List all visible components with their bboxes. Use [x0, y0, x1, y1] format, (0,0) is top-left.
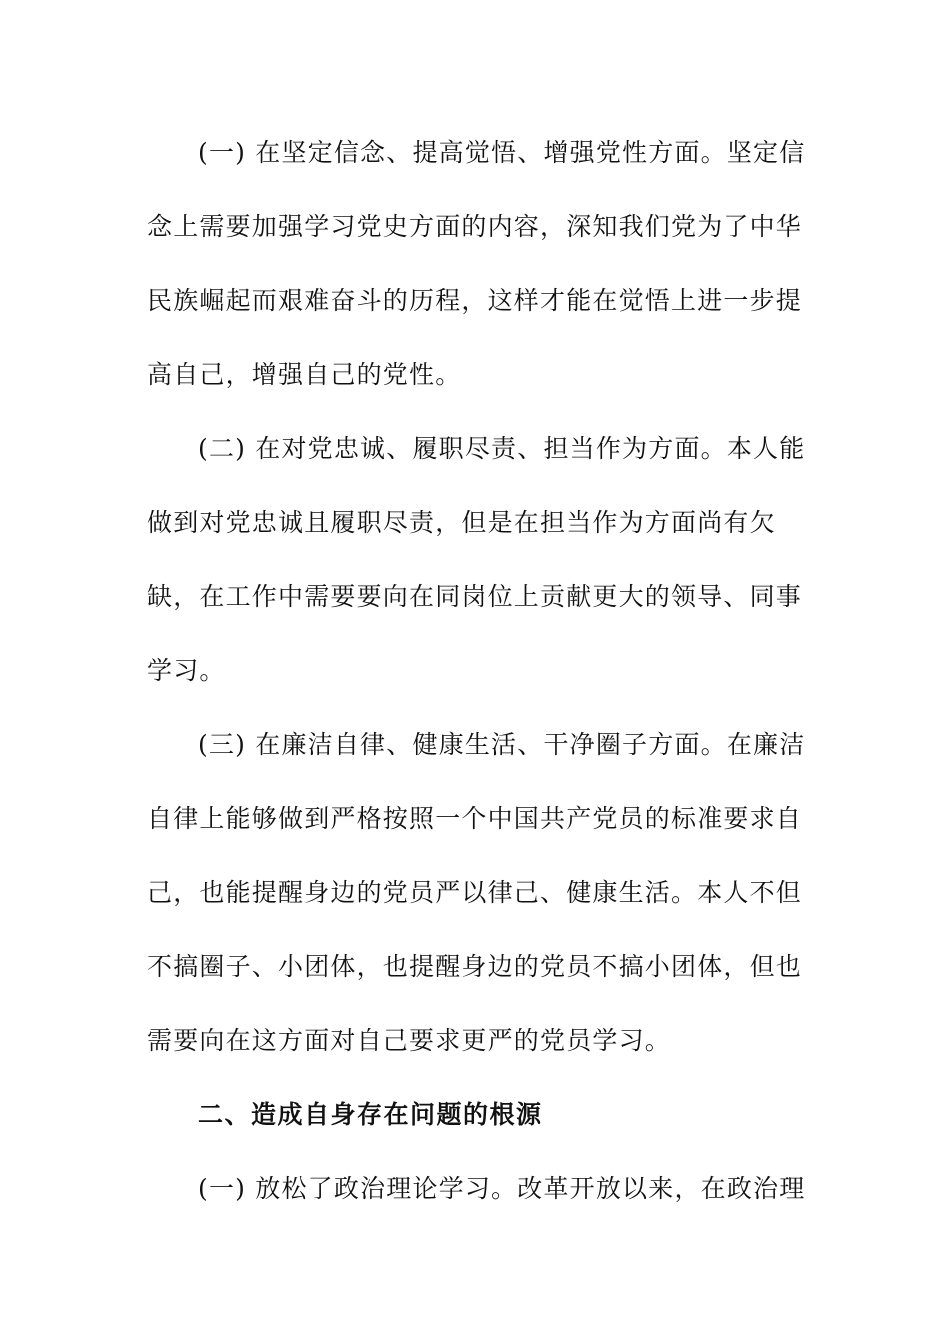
paragraph-2-line-2: 做到对党忠诚且履职尽责，但是在担当作为方面尚有欠 — [147, 508, 776, 537]
paragraph-2-line-1: (二) 在对党忠诚、履职尽责、担当作为方面。本人能 — [198, 434, 806, 463]
document-body — [147, 124, 806, 1234]
paragraph-3-line-1: (三) 在廉洁自律、健康生活、干净圈子方面。在廉洁 — [198, 730, 806, 759]
paragraph-3-line-4: 不搞圈子、小团体，也提醒身边的党员不搞小团体，但也 — [147, 952, 803, 981]
section-heading: 二、造成自身存在问题的根源 — [198, 1100, 543, 1129]
paragraph-1-line-3: 民族崛起而艰难奋斗的历程，这样才能在觉悟上进一步提 — [147, 286, 803, 315]
paragraph-3-line-5: 需要向在这方面对自己要求更严的党员学习。 — [147, 1026, 672, 1055]
paragraph-1-line-1: (一) 在坚定信念、提高觉悟、增强党性方面。坚定信 — [198, 138, 806, 167]
paragraph-1-line-4: 高自己，增强自己的党性。 — [147, 360, 462, 389]
paragraph-2-line-3: 缺，在工作中需要要向在同岗位上贡献更大的领导、同事 — [147, 582, 803, 611]
paragraph-2-line-4: 学习。 — [147, 656, 226, 685]
paragraph-3-line-2: 自律上能够做到严格按照一个中国共产党员的标准要求自 — [147, 804, 803, 833]
paragraph-1-line-2: 念上需要加强学习党史方面的内容，深知我们党为了中华 — [147, 212, 803, 241]
paragraph-4-line-1: (一) 放松了政治理论学习。改革开放以来，在政治理 — [198, 1174, 806, 1203]
paragraph-3-line-3: 己，也能提醒身边的党员严以律己、健康生活。本人不但 — [147, 878, 803, 907]
